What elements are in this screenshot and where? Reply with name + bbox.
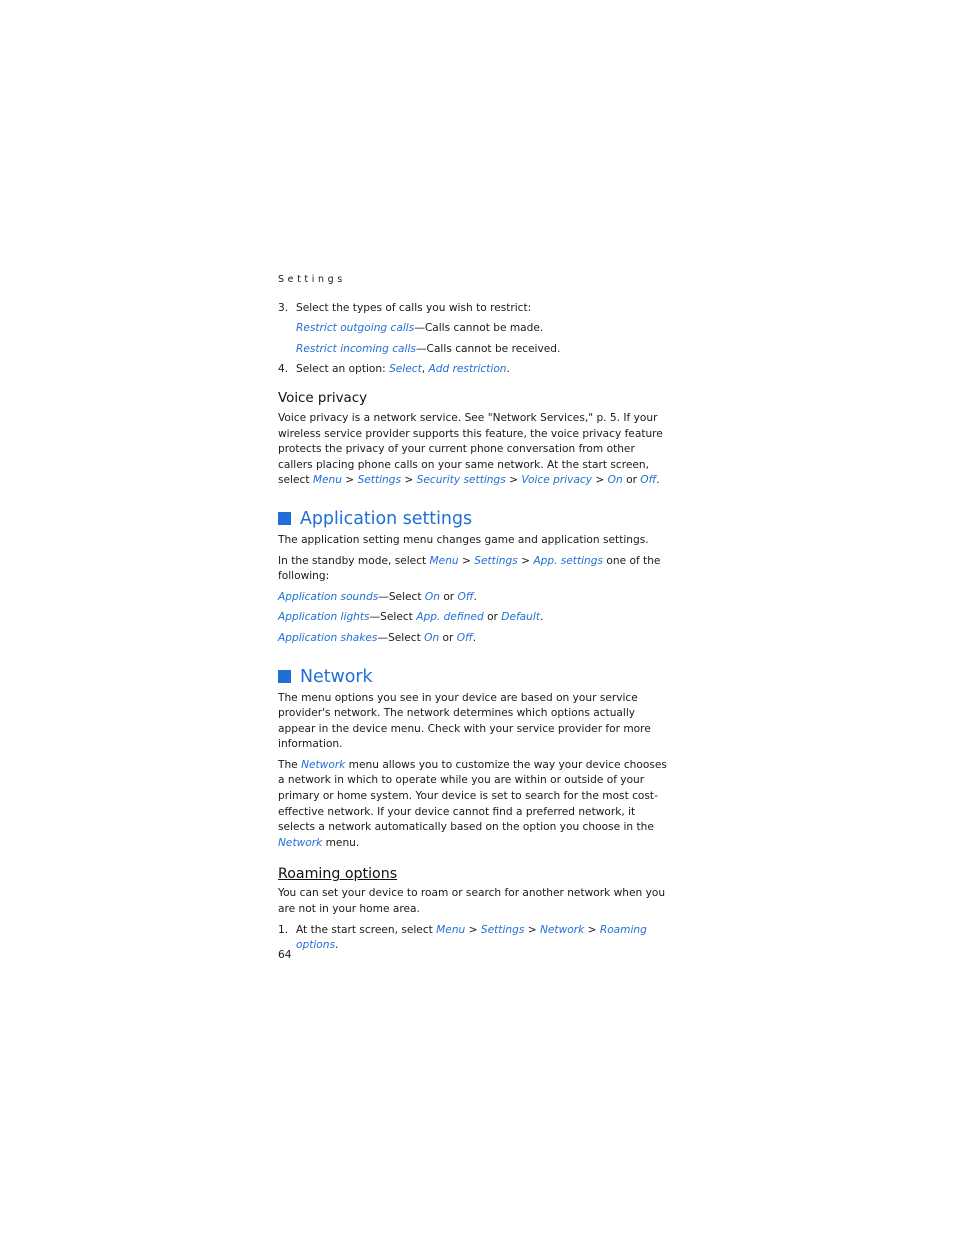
heading-text: Application settings (300, 508, 473, 529)
running-head: Settings (278, 274, 346, 285)
heading-text: Network (300, 666, 373, 687)
square-bullet-icon (278, 670, 291, 683)
text-run: or (622, 474, 641, 487)
restrict-outgoing-link[interactable]: Restrict outgoing calls (296, 322, 415, 335)
settings-link[interactable]: Settings (480, 923, 525, 936)
text-run: > (458, 554, 475, 567)
option-restrict-incoming (278, 342, 670, 358)
menu-link[interactable]: Menu (429, 554, 459, 567)
text-run: menu allows you to customize the way your device chooses a network in which to operate while you are within or outside of your primary or home system. Your device is set to search for the most cost-effective network. If your device cannot find a preferred network, it selects a network automatically based on the option you choose in the (278, 758, 667, 834)
app-settings-link[interactable]: App. settings (533, 554, 604, 567)
text-run: —Select (377, 631, 425, 644)
step-text (296, 362, 510, 378)
on-link[interactable]: On (424, 631, 440, 644)
text-run: Voice privacy is a network service. See "Network Services," p. 5. If your wireless service provider supports this feature, the voice privacy feature protects the privacy of your current phone conversation from other callers placing phone calls on your same network. At the start screen, select (278, 411, 663, 487)
text-run: —Select (378, 590, 425, 603)
app-defined-link[interactable]: App. defined (416, 611, 484, 624)
text-run: The (278, 758, 302, 771)
text-run: . (506, 363, 510, 376)
text-run: . (656, 474, 660, 487)
network-link[interactable]: Network (301, 758, 346, 771)
step-text: Select the types of calls you wish to restrict: (296, 301, 532, 314)
text-run: or (483, 611, 502, 624)
text-run: > (505, 474, 522, 487)
roaming-options-link[interactable]: Roaming options (296, 923, 647, 952)
network-paragraph-2 (278, 758, 670, 852)
text-run: or (439, 590, 458, 603)
voice-privacy-heading: Voice privacy (278, 390, 368, 406)
application-sounds-link[interactable]: Application sounds (278, 590, 379, 603)
text-run: . (472, 631, 477, 644)
text-run: > (465, 923, 481, 936)
text-run: > (524, 923, 540, 936)
step-number: 3. (278, 301, 289, 314)
roaming-paragraph: You can set your device to roam or search for another network when you are not in your home area. (278, 887, 666, 916)
page-number: 64 (278, 949, 292, 961)
security-settings-link[interactable]: Security settings (416, 474, 506, 487)
network-heading (278, 666, 670, 688)
application-lights-link[interactable]: Application lights (278, 611, 370, 624)
application-settings-heading (278, 508, 670, 530)
text-run: > (584, 923, 600, 936)
square-bullet-icon (278, 512, 291, 525)
text-run: > (401, 474, 417, 487)
page-content (278, 272, 670, 959)
text-run: one of the following: (278, 554, 661, 583)
on-link[interactable]: On (607, 474, 623, 487)
text-run: > (592, 474, 608, 487)
menu-link[interactable]: Menu (312, 474, 342, 487)
default-link[interactable]: Default (501, 611, 540, 624)
text-run: menu. (322, 836, 360, 849)
text-run: In the standby mode, select (278, 554, 430, 567)
text-run: —Select (369, 611, 417, 624)
menu-link[interactable]: Menu (436, 923, 466, 936)
step-4 (278, 362, 670, 378)
text-run: , (421, 363, 429, 376)
option-description: —Calls cannot be made. (414, 322, 544, 335)
select-link[interactable]: Select (389, 363, 422, 376)
off-link[interactable]: Off (457, 590, 474, 603)
off-link[interactable]: Off (640, 474, 657, 487)
option-application-lights (278, 610, 670, 626)
on-link[interactable]: On (424, 590, 440, 603)
restrict-incoming-link[interactable]: Restrict incoming calls (296, 342, 416, 355)
network-link[interactable]: Network (278, 836, 323, 849)
off-link[interactable]: Off (456, 631, 473, 644)
settings-link[interactable]: Settings (474, 554, 518, 567)
text-run: . (335, 939, 339, 952)
application-shakes-link[interactable]: Application shakes (278, 631, 378, 644)
text-run: Select an option: (296, 363, 390, 376)
text-run: . (540, 611, 544, 624)
settings-link[interactable]: Settings (357, 474, 402, 487)
voice-privacy-link[interactable]: Voice privacy (521, 474, 593, 487)
network-link[interactable]: Network (539, 923, 585, 936)
text-run: or (439, 631, 457, 644)
app-settings-standby (278, 554, 670, 585)
option-application-shakes (278, 631, 670, 647)
roaming-step-1 (278, 923, 670, 954)
text-run: > (517, 554, 534, 567)
step-number: 4. (278, 363, 289, 376)
step-3 (278, 301, 670, 317)
add-restriction-link[interactable]: Add restriction (428, 363, 507, 376)
roaming-options-heading: Roaming options (278, 866, 398, 883)
option-application-sounds (278, 590, 670, 606)
option-restrict-outgoing (278, 321, 670, 337)
option-description: —Calls cannot be received. (415, 342, 561, 355)
network-paragraph-1: The menu options you see in your device are based on your service provider's network. The network determines which options actually appear in the device menu. Check with your service provider for more information. (278, 691, 651, 751)
text-run: . (473, 590, 477, 603)
step-number: 1. (278, 923, 289, 936)
voice-privacy-text (278, 411, 670, 489)
text-run: > (341, 474, 358, 487)
app-settings-intro: The application setting menu changes game and application settings. (278, 533, 649, 546)
step-text (296, 923, 670, 954)
text-run: At the start screen, select (296, 923, 437, 936)
